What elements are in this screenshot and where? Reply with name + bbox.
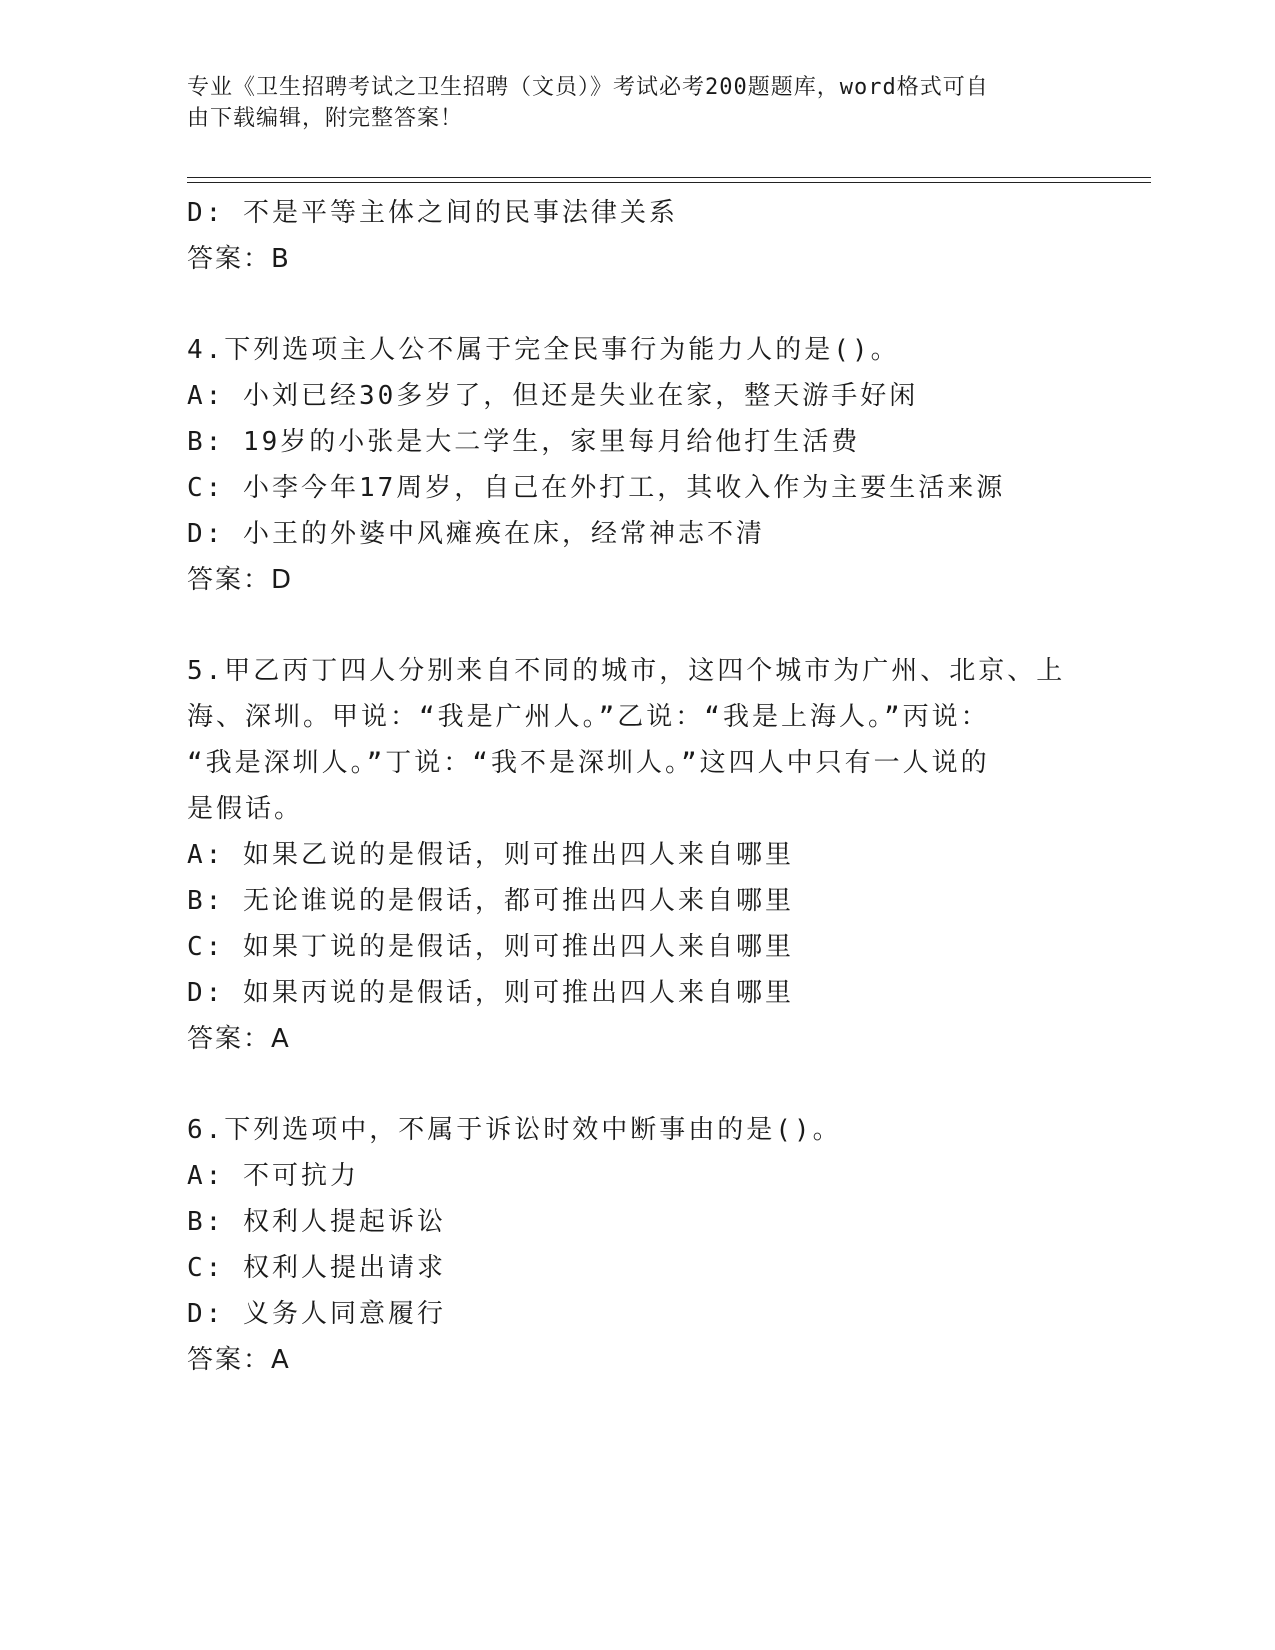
question-4 [187,327,1087,603]
option-b: B: 无论谁说的是假话，都可推出四人来自哪里 [187,886,794,916]
option-d: D: 不是平等主体之间的民事法律关系 [187,198,678,228]
option-a: A: 如果乙说的是假话，则可推出四人来自哪里 [187,840,794,870]
option-d: D: 小王的外婆中风瘫痪在床，经常神志不清 [187,519,765,549]
question-stem: 4.下列选项主人公不属于完全民事行为能力人的是()。 [187,335,900,365]
option-b: B: 权利人提起诉讼 [187,1207,446,1237]
header-line-1: 专业《卫生招聘考试之卫生招聘（文员）》考试必考200题题库，word格式可自 [187,75,989,100]
question-stem-line-1: 5.甲乙丙丁四人分别来自不同的城市，这四个城市为广州、北京、上 [187,656,1066,686]
option-a: A: 不可抗力 [187,1161,359,1191]
option-b: B: 19岁的小张是大二学生，家里每月给他打生活费 [187,427,861,457]
answer: 答案：D [187,565,294,595]
question-stem: 6.下列选项中，不属于诉讼时效中断事由的是()。 [187,1115,842,1145]
option-c: C: 小李今年17周岁，自己在外打工，其收入作为主要生活来源 [187,473,1006,503]
question-5 [187,648,1087,1062]
header-double-rule [187,177,1151,183]
spacer [187,603,1087,648]
question-3-tail [187,190,1087,282]
option-d: D: 如果丙说的是假话，则可推出四人来自哪里 [187,978,794,1008]
answer: 答案：A [187,1024,291,1054]
question-stem-line-3: “我是深圳人。”丁说：“我不是深圳人。”这四人中只有一人说的 [187,748,990,778]
question-6 [187,1107,1087,1383]
option-c: C: 如果丁说的是假话，则可推出四人来自哪里 [187,932,794,962]
question-stem-line-4: 是假话。 [187,794,304,824]
option-c: C: 权利人提出请求 [187,1253,446,1283]
option-d: D: 义务人同意履行 [187,1299,446,1329]
answer: 答案：B [187,244,291,274]
spacer [187,1062,1087,1107]
option-a: A: 小刘已经30多岁了，但还是失业在家，整天游手好闲 [187,381,919,411]
question-list [187,190,1087,1383]
page-header [187,72,1077,134]
question-stem-line-2: 海、深圳。甲说：“我是广州人。”乙说：“我是上海人。”丙说： [187,702,990,732]
spacer [187,282,1087,327]
header-line-2: 由下载编辑，附完整答案！ [187,106,464,131]
answer: 答案：A [187,1345,291,1375]
